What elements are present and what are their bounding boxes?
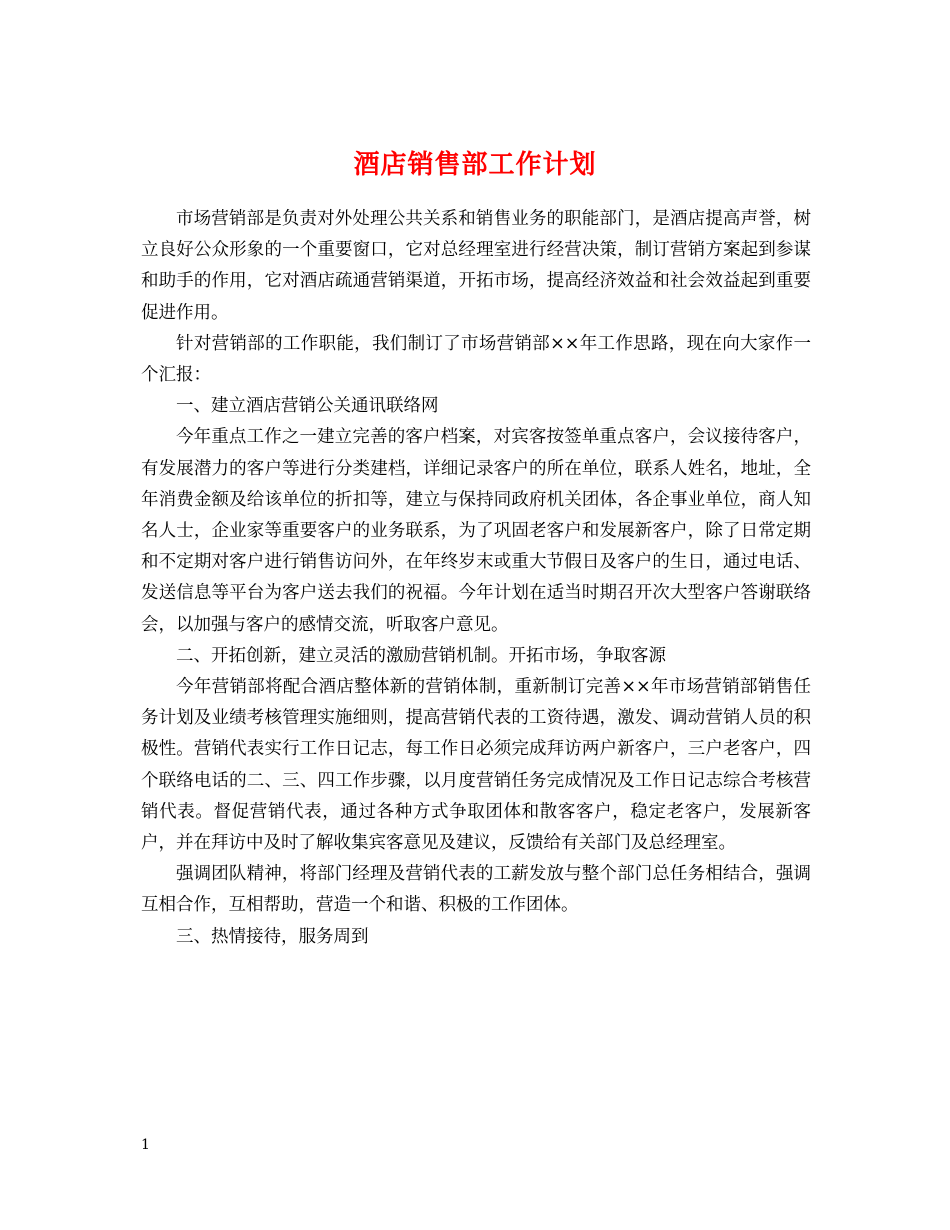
document-body [141,204,811,953]
page-number: 1 [141,1137,150,1153]
section-heading-3: 三、热情接待，服务周到 [176,926,369,947]
paragraph-report: 针对营销部的工作职能，我们制订了市场营销部××年工作思路，现在向大家作一个汇报： [141,333,811,386]
section-heading-1: 一、建立酒店营销公关通讯联络网 [176,396,439,417]
section-heading-2: 二、开拓创新，建立灵活的激励营销机制。开拓市场，争取客源 [176,645,666,666]
paragraph-intro: 市场营销部是负责对外处理公共关系和销售业务的职能部门，是酒店提高声誉，树立良好公众形象的一个重要窗口，它对总经理室进行经营决策，制订营销方案起到参谋和助手的作用，它对酒店疏通营销渠道，开拓市场，提高经济效益和社会效益起到重要促进作用。 [141,209,811,323]
paragraph-teamwork: 强调团队精神，将部门经理及营销代表的工薪发放与整个部门总任务相结合，强调互相合作，互相帮助，营造一个和谐、积极的工作团体。 [141,864,811,916]
paragraph-customer-files: 今年重点工作之一建立完善的客户档案，对宾客按签单重点客户，会议接待客户，有发展潜力的客户等进行分类建档，详细记录客户的所在单位，联系人姓名，地址，全年消费金额及给该单位的折扣等，建立与保持同政府机关团体，各企事业单位，商人知名人士，企业家等重要客户的业务联系，为了巩固老客户和发展新客户，除了日常定期和不定期对客户进行销售访问外，在年终岁末或重大节假日及客户的生日，通过电话、发送信息等平台为客户送去我们的祝福。今年计划在适当时期召开次大型客户答谢联络会，以加强与客户的感情交流，听取客户意见。 [141,427,811,635]
document-title: 酒店销售部工作计划 [353,150,597,181]
paragraph-incentive: 今年营销部将配合酒店整体新的营销体制，重新制订完善××年市场营销部销售任务计划及业绩考核管理实施细则，提高营销代表的工资待遇，激发、调动营销人员的积极性。营销代表实行工作日记志，每工作日必须完成拜访两户新客户，三户老客户，四个联络电话的二、三、四工作步骤，以月度营销任务完成情况及工作日记志综合考核营销代表。督促营销代表，通过各种方式争取团体和散客客户，稳定老客户，发展新客户，并在拜访中及时了解收集宾客意见及建议，反馈给有关部门及总经理室。 [141,677,811,854]
